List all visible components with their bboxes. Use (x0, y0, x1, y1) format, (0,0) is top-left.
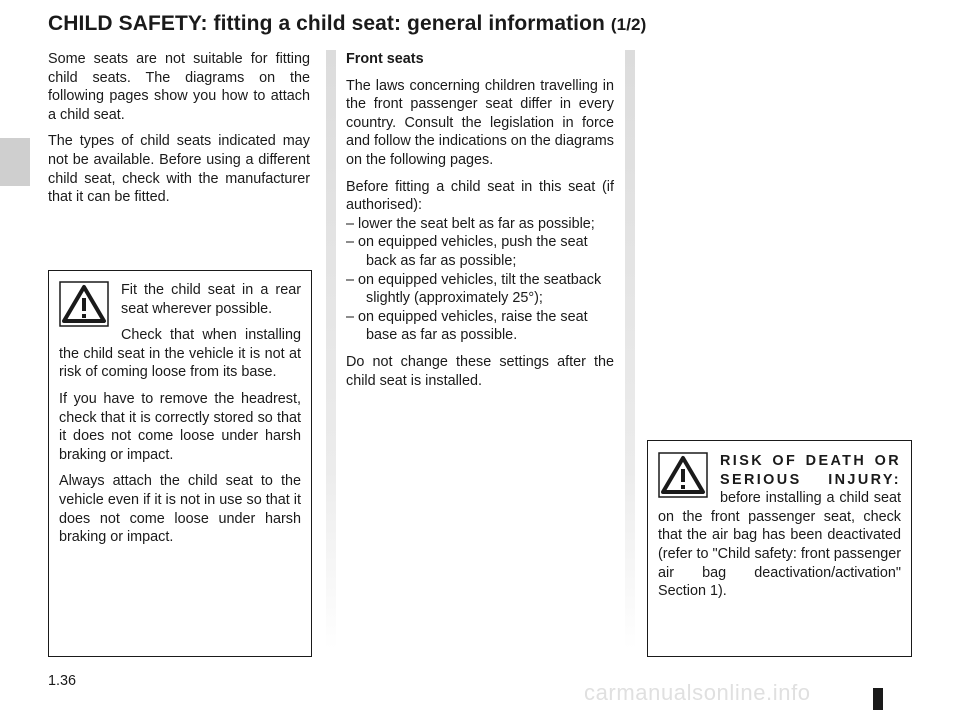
page-title (48, 12, 646, 36)
middle-column (346, 50, 614, 398)
front-seats-closing: Do not change these settings after the child seat is installed. (346, 353, 614, 389)
page-title-main: CHILD SAFETY: fitting a child seat: general information (48, 12, 611, 35)
column-divider-right (625, 50, 635, 650)
list-item: – on equipped vehicles, tilt the seatback slightly (approximately 25°); (346, 271, 602, 307)
section-tab (0, 138, 30, 186)
front-seats-list-intro: Before fitting a child seat in this seat (if authorised): (346, 178, 614, 214)
column-divider-left (326, 50, 336, 650)
front-seats-steps (346, 215, 614, 345)
left-paragraph-2: The types of child seats indicated may not be available. Before using a different child seat, check with the manufacturer that it can be fitted. (48, 133, 310, 206)
list-item: – on equipped vehicles, raise the seat base as far as possible. (346, 308, 588, 344)
warning-left-paragraph-1: Fit the child seat in a rear seat wherever possible. (121, 282, 301, 317)
left-paragraph-1: Some seats are not suitable for fitting child seats. The diagrams on the following pages show you how to attach a child seat. (48, 51, 310, 123)
list-item: – on equipped vehicles, push the seat back as far as possible; (346, 234, 588, 269)
warning-triangle-icon (59, 281, 109, 327)
page-number: 1.36 (48, 673, 77, 689)
watermark: carmanualsonline.info (584, 680, 811, 705)
front-seats-heading: Front seats (346, 51, 424, 67)
warning-box-rear-seat (48, 270, 312, 657)
warning-left-paragraph-2: Check that when installing the child seat in the vehicle it is not at risk of coming loose from its base. (59, 327, 301, 381)
warning-left-paragraph-4: Always attach the child seat to the vehicle even if it is not in use so that it does not come loose under harsh braking or impact. (59, 473, 301, 546)
warning-left-paragraph-3: If you have to remove the headrest, check that it is correctly stored so that it does not come loose under harsh braking or impact. (59, 390, 301, 463)
list-item: – lower the seat belt as far as possible; (346, 215, 595, 232)
warning-right-strong: RISK OF DEATH OR SERIOUS INJURY: (720, 453, 901, 488)
front-seats-intro: The laws concerning children travelling in the front passenger seat differ in every country. Consult the legislation in force and follow the indications on the diagrams on the following pages. (346, 77, 614, 168)
warning-box-airbag (647, 440, 912, 657)
corner-mark (873, 688, 883, 710)
page-title-part: (1/2) (610, 15, 647, 34)
left-column (48, 50, 310, 215)
warning-triangle-icon (658, 452, 708, 498)
warning-right-body: before installing a child seat on the front passenger seat, check that the air bag has been deactivated (refer to "Child safety: front passenger air bag deactivation/activation" Section 1). (658, 490, 901, 600)
